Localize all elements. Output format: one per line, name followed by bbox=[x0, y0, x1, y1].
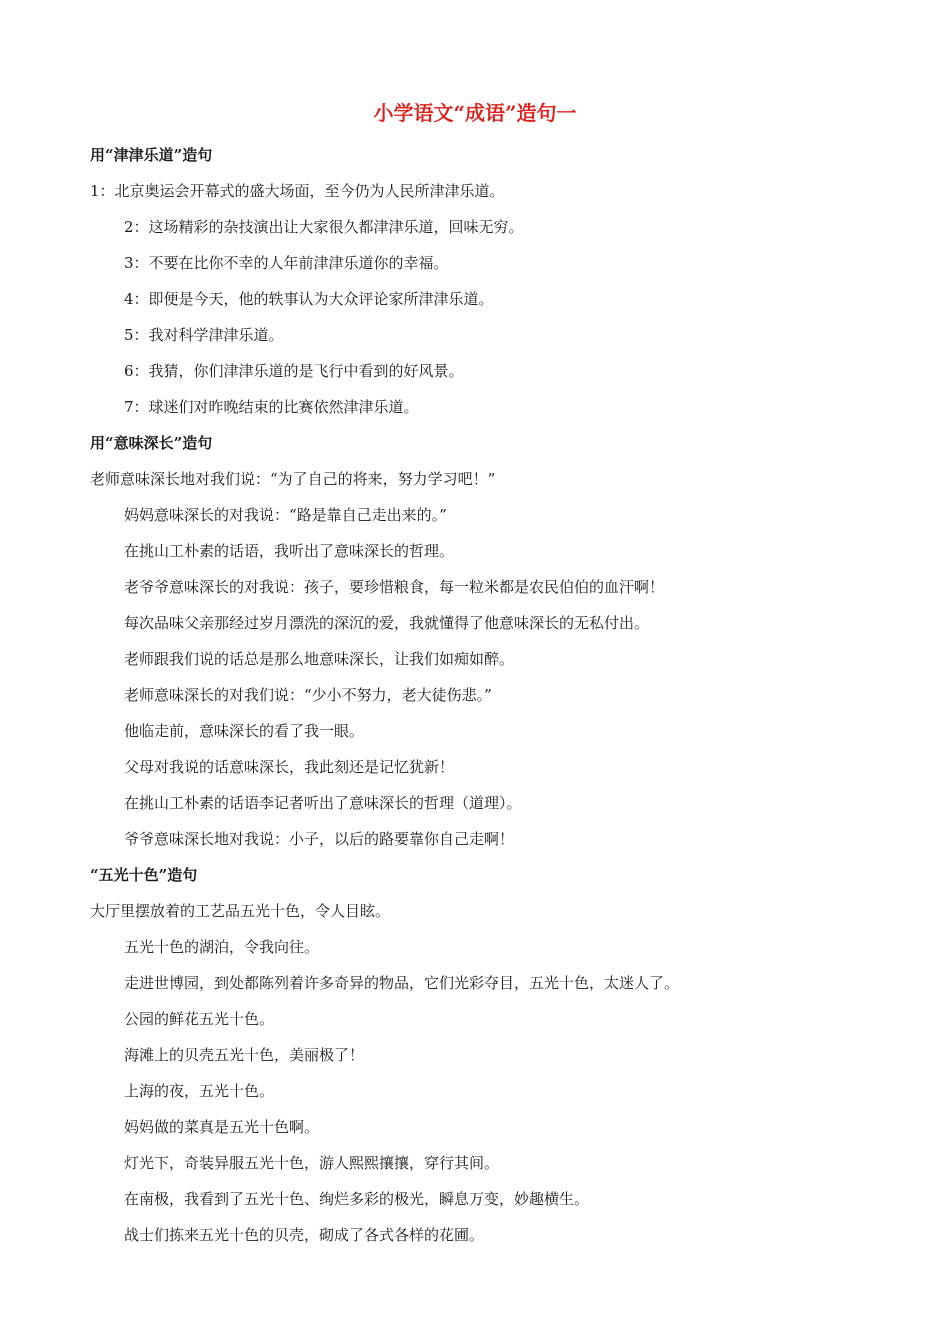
example-sentence: 在挑山工朴素的话语李记者听出了意味深长的哲理（道理）。 bbox=[124, 794, 522, 812]
section-heading: 用“津津乐道”造句 bbox=[90, 146, 213, 164]
example-sentence: 海滩上的贝壳五光十色，美丽极了！ bbox=[124, 1046, 365, 1064]
example-sentence: 老师意味深长的对我们说：“少小不努力，老大徒伤悲。” bbox=[124, 686, 492, 704]
example-sentence: 1：北京奥运会开幕式的盛大场面，至今仍为人民所津津乐道。 bbox=[90, 182, 505, 200]
example-sentence: 大厅里摆放着的工艺品五光十色，令人目眩。 bbox=[90, 902, 391, 920]
example-sentence: 在挑山工朴素的话语，我听出了意味深长的哲理。 bbox=[124, 542, 455, 560]
example-sentence: 上海的夜，五光十色。 bbox=[124, 1082, 275, 1100]
example-sentence: 走进世博园，到处都陈列着许多奇异的物品，它们光彩夺目，五光十色，太迷人了。 bbox=[124, 974, 680, 992]
example-sentence: 4：即便是今天，他的轶事认为大众评论家所津津乐道。 bbox=[124, 290, 494, 308]
section-wuguangshise bbox=[90, 857, 870, 1253]
example-sentence: 公园的鲜花五光十色。 bbox=[124, 1010, 275, 1028]
example-sentence: 6：我猜，你们津津乐道的是飞行中看到的好风景。 bbox=[124, 362, 464, 380]
example-sentence: 他临走前，意味深长的看了我一眼。 bbox=[124, 722, 365, 740]
example-sentence: 7：球迷们对昨晚结束的比赛依然津津乐道。 bbox=[124, 398, 419, 416]
section-jinjinledao bbox=[90, 137, 870, 425]
example-sentence: 灯光下，奇装异服五光十色，游人熙熙攘攘，穿行其间。 bbox=[124, 1154, 500, 1172]
example-sentence: 爷爷意味深长地对我说：小子，以后的路要靠你自己走啊！ bbox=[124, 830, 515, 848]
section-yiweishenchang bbox=[90, 425, 870, 857]
example-sentence: 3：不要在比你不幸的人年前津津乐道你的幸福。 bbox=[124, 254, 449, 272]
example-sentence: 老师跟我们说的话总是那么地意味深长，让我们如痴如醉。 bbox=[124, 650, 515, 668]
example-sentence: 在南极，我看到了五光十色、绚烂多彩的极光，瞬息万变，妙趣横生。 bbox=[124, 1190, 590, 1208]
example-sentence: 妈妈做的菜真是五光十色啊。 bbox=[124, 1118, 320, 1136]
example-sentence: 老爷爷意味深长的对我说：孩子，要珍惜粮食，每一粒米都是农民伯伯的血汗啊！ bbox=[124, 578, 665, 596]
example-sentence: 妈妈意味深长的对我说：“路是靠自己走出来的。” bbox=[124, 506, 447, 524]
section-heading: 用“意味深长”造句 bbox=[90, 434, 213, 452]
example-sentence: 战士们拣来五光十色的贝壳，砌成了各式各样的花圃。 bbox=[124, 1226, 485, 1244]
example-sentence: 2：这场精彩的杂技演出让大家很久都津津乐道，回味无穷。 bbox=[124, 218, 524, 236]
example-sentence: 五光十色的湖泊，令我向往。 bbox=[124, 938, 320, 956]
document-title: 小学语文“成语”造句一 bbox=[373, 101, 577, 125]
example-sentence: 老师意味深长地对我们说：“为了自己的将来，努力学习吧！” bbox=[90, 470, 496, 488]
example-sentence: 父母对我说的话意味深长，我此刻还是记忆犹新！ bbox=[124, 758, 455, 776]
document-body bbox=[90, 137, 870, 1253]
example-sentence: 5：我对科学津津乐道。 bbox=[124, 326, 284, 344]
example-sentence: 每次品味父亲那经过岁月漂洗的深沉的爱，我就懂得了他意味深长的无私付出。 bbox=[124, 614, 650, 632]
section-heading: “五光十色”造句 bbox=[90, 866, 198, 884]
